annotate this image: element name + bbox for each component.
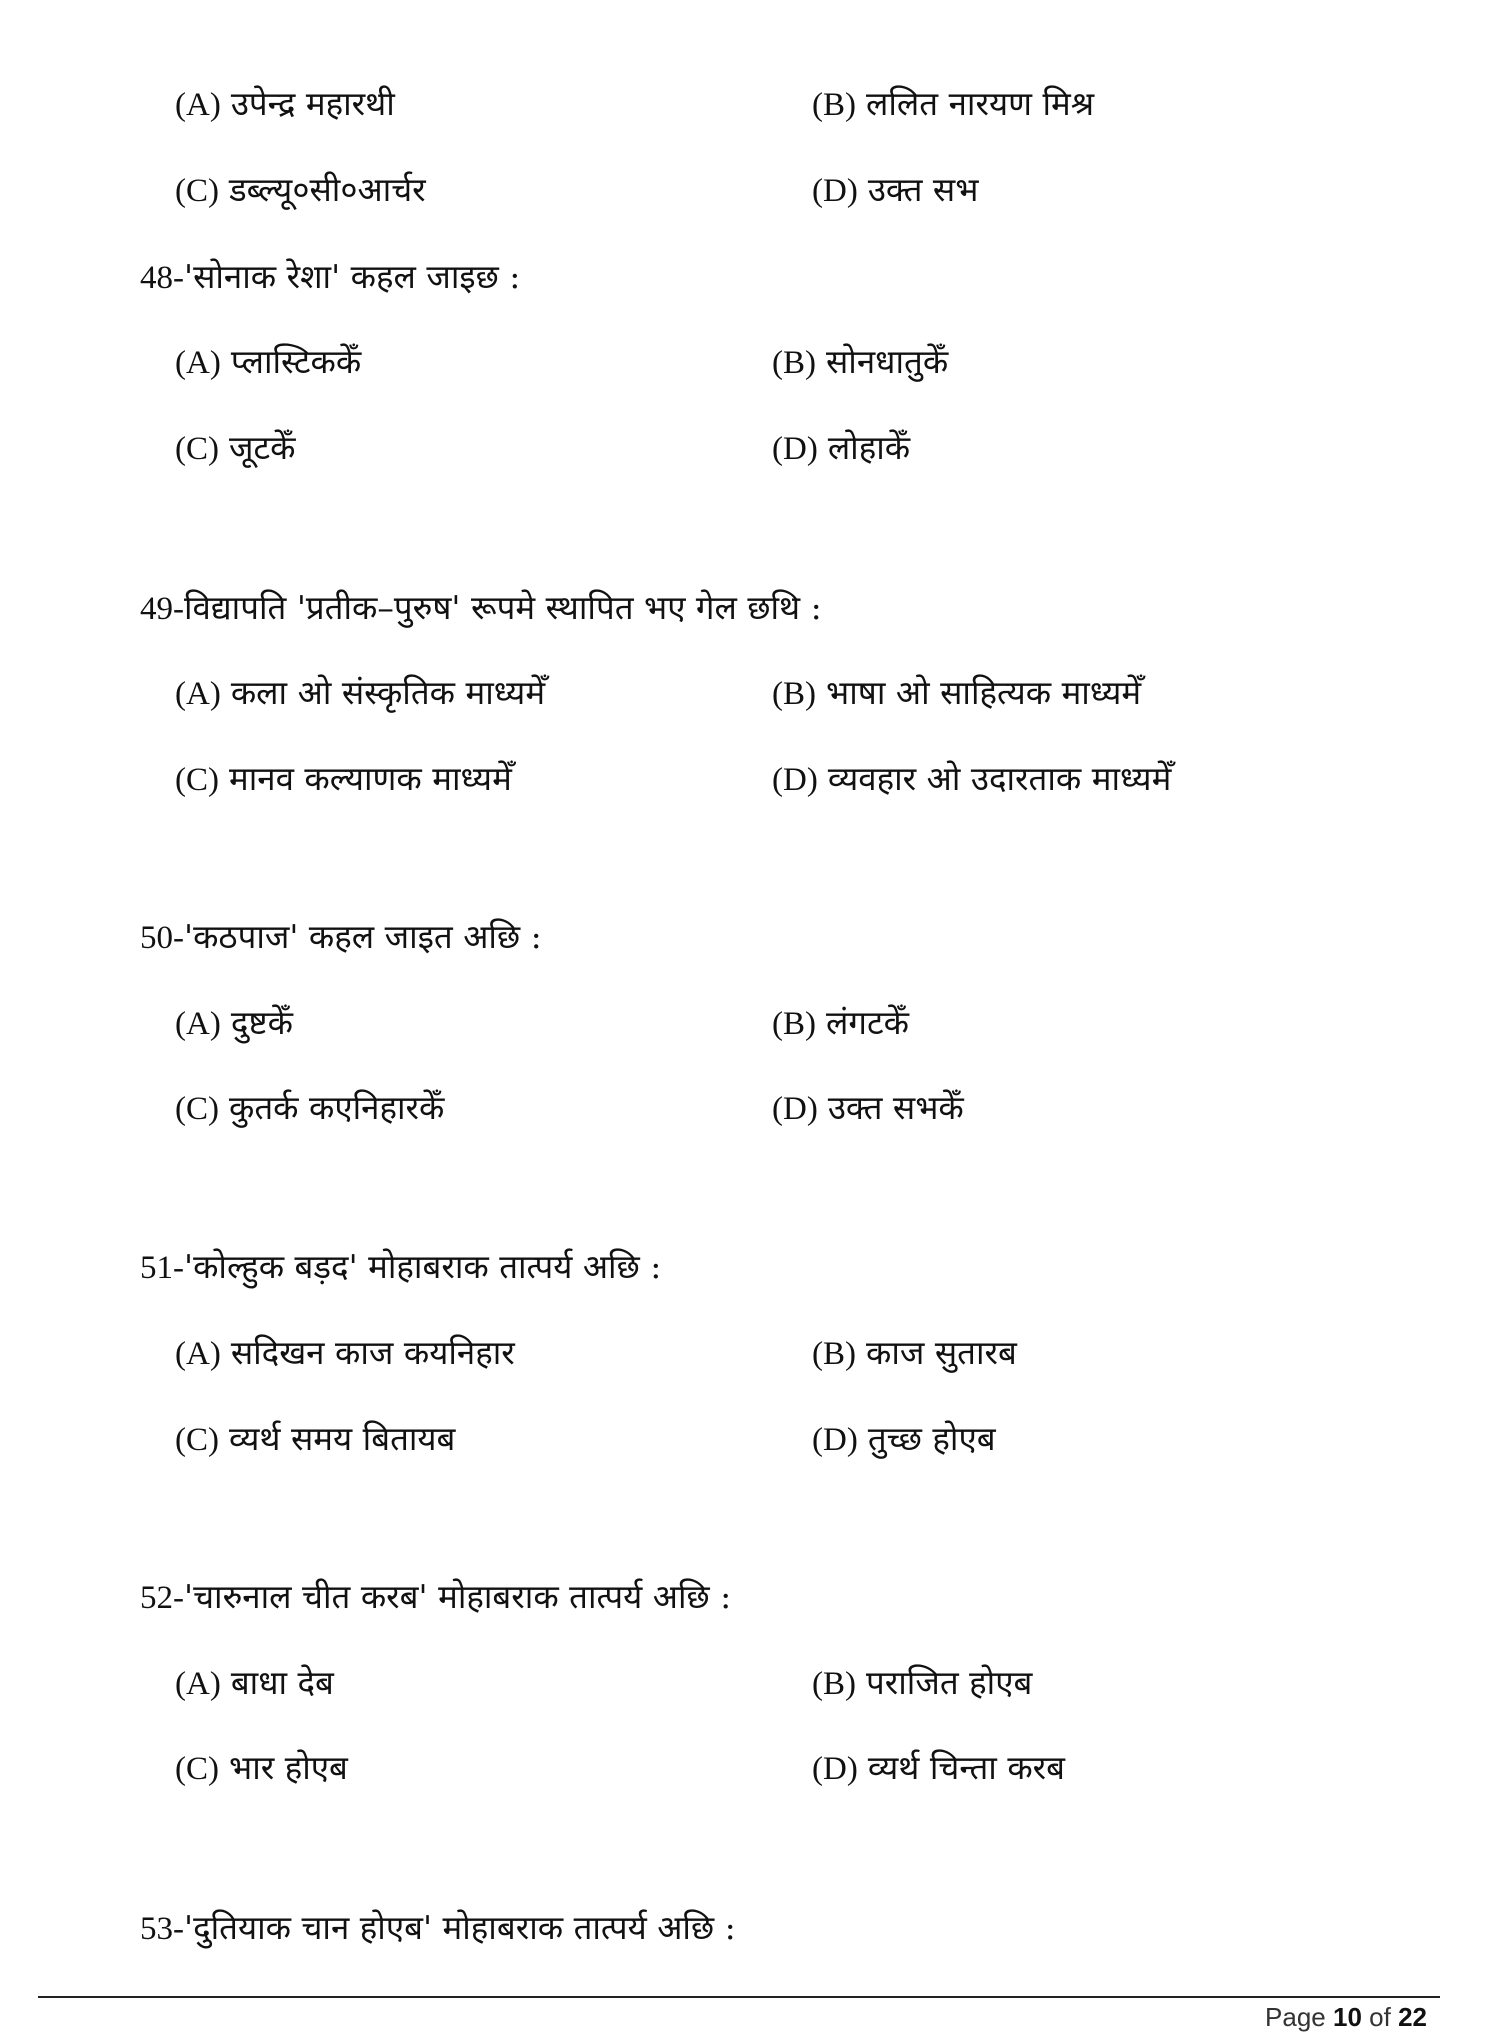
option-label: (C) <box>175 431 219 467</box>
option-b <box>772 1001 909 1046</box>
option-label: (A) <box>175 345 221 381</box>
option-d <box>772 426 910 471</box>
question-number: 48- <box>140 260 184 296</box>
page-number <box>1265 2002 1427 2032</box>
option-text: भार होएब <box>229 1748 348 1787</box>
option-text: तुच्छ होएब <box>867 1419 996 1458</box>
question-number: 49- <box>140 591 184 627</box>
option-b <box>772 671 1141 716</box>
option-text: सोनधातुकेँ <box>826 342 949 381</box>
option-c <box>175 757 512 802</box>
option-text: जूटकेँ <box>229 428 296 467</box>
option-d <box>772 757 1171 802</box>
option-text: उक्त सभ <box>867 170 979 209</box>
option-a <box>175 671 545 716</box>
option-b <box>812 1331 1017 1376</box>
option-text: प्लास्टिककेँ <box>230 342 362 381</box>
option-label: (B) <box>772 345 816 381</box>
option-label: (D) <box>812 173 858 209</box>
option-a <box>175 1331 515 1376</box>
option-text: दुष्टकेँ <box>230 1003 293 1042</box>
option-label: (C) <box>175 1091 219 1127</box>
option-label: (D) <box>772 762 818 798</box>
option-a <box>175 82 395 127</box>
option-d <box>812 1417 996 1462</box>
option-c <box>175 1417 455 1462</box>
option-label: (C) <box>175 1422 219 1458</box>
option-text: कला ओ संस्कृतिक माध्यमेँ <box>230 673 546 712</box>
option-text: उपेन्द्र महारथी <box>230 84 395 123</box>
option-label: (B) <box>772 1006 816 1042</box>
option-label: (B) <box>812 87 856 123</box>
option-c <box>175 168 426 213</box>
question-number: 50- <box>140 920 184 956</box>
question-number: 53- <box>140 1911 184 1947</box>
option-label: (C) <box>175 1751 219 1787</box>
question-48 <box>140 255 520 300</box>
option-text: ललित नारयण मिश्र <box>866 84 1095 123</box>
option-text: व्यर्थ समय बितायब <box>229 1419 456 1458</box>
option-b <box>812 82 1094 127</box>
question-52 <box>140 1575 731 1620</box>
option-label: (D) <box>772 1091 818 1127</box>
option-b <box>772 340 948 385</box>
question-text: विद्यापति 'प्रतीक–पुरुष' रूपमे स्थापित भए गेल छथि : <box>184 588 822 627</box>
question-number: 52- <box>140 1580 184 1616</box>
option-label: (B) <box>812 1666 856 1702</box>
option-text: बाधा देब <box>230 1663 334 1702</box>
question-51 <box>140 1245 661 1290</box>
of-word: of <box>1369 2002 1391 2032</box>
option-a <box>175 1661 334 1706</box>
question-50 <box>140 915 542 960</box>
question-number: 51- <box>140 1250 184 1286</box>
option-label: (A) <box>175 676 221 712</box>
option-label: (A) <box>175 1336 221 1372</box>
question-text: 'दुतियाक चान होएब' मोहाबराक तात्पर्य अछि : <box>184 1908 736 1947</box>
option-label: (D) <box>812 1751 858 1787</box>
option-d <box>812 1746 1065 1791</box>
option-b <box>812 1661 1032 1706</box>
option-c <box>175 426 295 471</box>
option-text: काज सुतारब <box>866 1333 1017 1372</box>
option-d <box>812 168 978 213</box>
option-text: व्यर्थ चिन्ता करब <box>867 1748 1066 1787</box>
option-label: (B) <box>772 676 816 712</box>
option-c <box>175 1746 348 1791</box>
option-text: लोहाकेँ <box>827 428 911 467</box>
question-text: 'सोनाक रेशा' कहल जाइछ : <box>184 257 521 296</box>
option-label: (D) <box>772 431 818 467</box>
option-text: उक्त सभकेँ <box>827 1088 964 1127</box>
option-text: सदिखन काज कयनिहार <box>230 1333 515 1372</box>
option-text: मानव कल्याणक माध्यमेँ <box>229 759 512 798</box>
question-text: 'कोल्हुक बड़द' मोहाबराक तात्पर्य अछि : <box>184 1247 662 1286</box>
option-a <box>175 340 361 385</box>
question-text: 'चारुनाल चीत करब' मोहाबराक तात्पर्य अछि : <box>184 1577 732 1616</box>
option-label: (D) <box>812 1422 858 1458</box>
option-label: (C) <box>175 173 219 209</box>
question-53 <box>140 1906 736 1951</box>
option-text: व्यवहार ओ उदारताक माध्यमेँ <box>827 759 1172 798</box>
option-label: (A) <box>175 1006 221 1042</box>
option-label: (A) <box>175 1666 221 1702</box>
option-d <box>772 1086 964 1131</box>
option-a <box>175 1001 293 1046</box>
option-text: डब्ल्यू०सी०आर्चर <box>229 170 426 209</box>
option-text: कुतर्क कएनिहारकेँ <box>229 1088 445 1127</box>
question-text: 'कठपाज' कहल जाइत अछि : <box>184 917 542 956</box>
option-c <box>175 1086 444 1131</box>
question-49 <box>140 586 822 631</box>
page-total: 22 <box>1398 2002 1427 2032</box>
footer-divider <box>38 1996 1440 1998</box>
page-word: Page <box>1265 2002 1326 2032</box>
option-label: (B) <box>812 1336 856 1372</box>
option-text: भाषा ओ साहित्यक माध्यमेँ <box>826 673 1142 712</box>
page-current: 10 <box>1333 2002 1362 2032</box>
option-label: (C) <box>175 762 219 798</box>
option-label: (A) <box>175 87 221 123</box>
option-text: पराजित होएब <box>866 1663 1033 1702</box>
option-text: लंगटकेँ <box>826 1003 909 1042</box>
